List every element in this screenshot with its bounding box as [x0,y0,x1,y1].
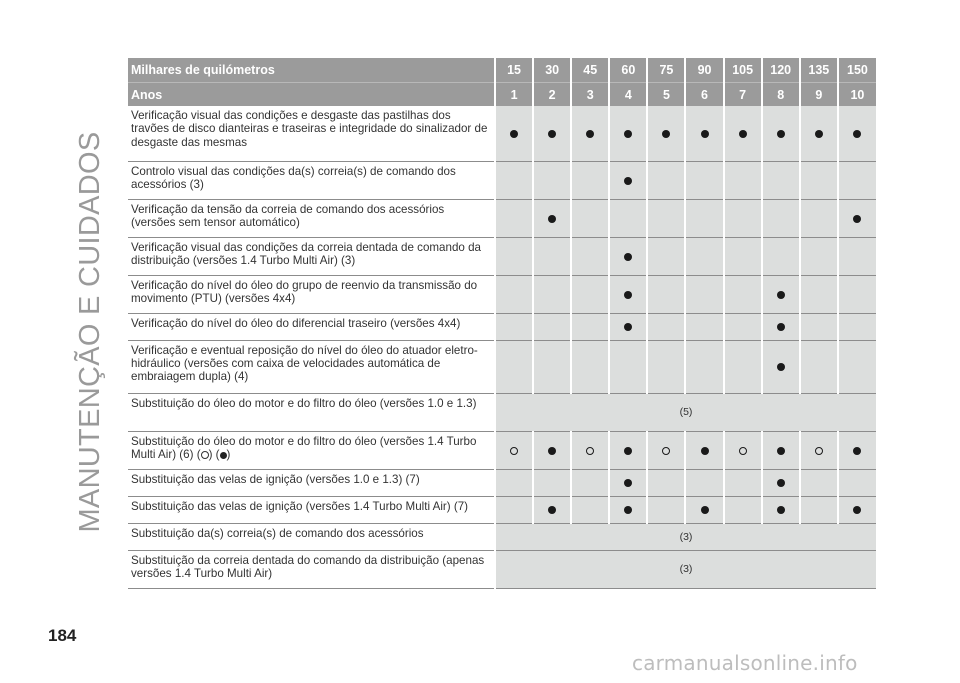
interval-cell [647,199,685,237]
interval-cell [685,469,723,496]
filled-dot-icon [853,447,861,455]
schedule-row [128,393,876,431]
interval-cell [609,313,647,340]
interval-cell [571,275,609,313]
operation-description: Verificação do nível do óleo do diferencial traseiro (versões 4x4) [128,313,495,340]
see-note-cell: (5) [495,393,876,431]
schedule-row [128,469,876,496]
km-header-cell: 45 [571,58,609,83]
schedule-row [128,199,876,237]
interval-cell [838,469,876,496]
filled-dot-icon [701,506,709,514]
interval-cell [762,313,800,340]
interval-cell [609,199,647,237]
interval-cell [762,161,800,199]
filled-dot-icon [777,291,785,299]
operation-description: Verificação visual das condições e desgaste das pastilhas dos travões de disco dianteiras e traseiras e integridade do sinalizador de desgaste das mesmas [128,106,495,161]
years-header-cell: 10 [838,83,876,107]
filled-dot-icon [624,323,632,331]
interval-cell [571,161,609,199]
interval-cell [800,496,838,523]
hollow-circle-icon [739,447,747,455]
header-row-years [128,83,876,107]
hollow-circle-icon [662,447,670,455]
schedule-row [128,106,876,161]
interval-cell [647,469,685,496]
interval-cell [685,431,723,469]
interval-cell [838,496,876,523]
interval-cell [762,431,800,469]
interval-cell [647,340,685,393]
interval-cell [800,161,838,199]
interval-cell [647,496,685,523]
hollow-circle-icon [815,447,823,455]
filled-dot-icon [586,130,594,138]
interval-cell [762,496,800,523]
interval-cell [571,237,609,275]
km-header-cell: 60 [609,58,647,83]
schedule-row [128,275,876,313]
interval-cell [724,431,762,469]
interval-cell [838,275,876,313]
interval-cell [609,496,647,523]
interval-cell [685,237,723,275]
operation-description: Substituição das velas de ignição (versões 1.4 Turbo Multi Air) (7) [128,496,495,523]
interval-cell [762,106,800,161]
schedule-row [128,496,876,523]
interval-cell [724,496,762,523]
maintenance-schedule-table [128,58,876,589]
interval-cell [609,237,647,275]
interval-cell [685,275,723,313]
interval-cell [647,431,685,469]
interval-cell [838,199,876,237]
filled-dot-icon [624,177,632,185]
see-note-cell: (3) [495,523,876,550]
filled-dot-icon [624,291,632,299]
interval-cell [533,469,571,496]
interval-cell [838,161,876,199]
interval-cell [495,340,533,393]
interval-cell [533,161,571,199]
interval-cell [724,161,762,199]
interval-cell [685,106,723,161]
filled-dot-icon [220,452,227,459]
interval-cell [533,237,571,275]
years-header-cell: 1 [495,83,533,107]
operation-description: Substituição da(s) correia(s) de comando dos acessórios [128,523,495,550]
interval-cell [533,313,571,340]
interval-cell [724,340,762,393]
interval-cell [800,340,838,393]
interval-cell [800,199,838,237]
interval-cell [762,340,800,393]
filled-dot-icon [777,323,785,331]
interval-cell [495,237,533,275]
interval-cell [724,275,762,313]
interval-cell [609,161,647,199]
years-header-cell: 8 [762,83,800,107]
filled-dot-icon [777,447,785,455]
interval-cell [800,313,838,340]
interval-cell [838,340,876,393]
interval-cell [495,469,533,496]
interval-cell [762,469,800,496]
interval-cell [838,237,876,275]
interval-cell [533,340,571,393]
interval-cell [800,431,838,469]
filled-dot-icon [853,506,861,514]
interval-cell [571,313,609,340]
km-header-cell: 15 [495,58,533,83]
operation-description: Controlo visual das condições da(s) correia(s) de comando dos acessórios (3) [128,161,495,199]
interval-cell [609,106,647,161]
filled-dot-icon [701,447,709,455]
filled-dot-icon [624,130,632,138]
schedule-row [128,340,876,393]
years-header-cell: 3 [571,83,609,107]
years-header-cell: 9 [800,83,838,107]
interval-cell [609,431,647,469]
filled-dot-icon [662,130,670,138]
interval-cell [647,106,685,161]
filled-dot-icon [777,479,785,487]
km-header-cell: 105 [724,58,762,83]
interval-cell [571,340,609,393]
interval-cell [495,313,533,340]
years-header-cell: 4 [609,83,647,107]
interval-cell [647,313,685,340]
operation-description: Substituição do óleo do motor e do filtro do óleo (versões 1.0 e 1.3) [128,393,495,431]
filled-dot-icon [548,130,556,138]
filled-dot-icon [624,447,632,455]
km-header-cell: 135 [800,58,838,83]
operation-description: Verificação e eventual reposição do nível do óleo do atuador eletro-hidráulico (versões com caixa de velocidades automática de embraiagem dupla) (4) [128,340,495,393]
interval-cell [495,496,533,523]
interval-cell [800,469,838,496]
filled-dot-icon [815,130,823,138]
interval-cell [762,237,800,275]
interval-cell [685,496,723,523]
filled-dot-icon [548,215,556,223]
interval-cell [495,199,533,237]
interval-cell [685,161,723,199]
km-header-cell: 150 [838,58,876,83]
interval-cell [495,275,533,313]
years-header-cell: 2 [533,83,571,107]
interval-cell [571,496,609,523]
interval-cell [647,237,685,275]
filled-dot-icon [777,130,785,138]
interval-cell [533,275,571,313]
filled-dot-icon [548,447,556,455]
watermark-text: carmanualsonline.info [632,651,858,675]
interval-cell [609,469,647,496]
interval-cell [647,161,685,199]
schedule-row [128,161,876,199]
interval-cell [533,431,571,469]
interval-cell [724,199,762,237]
interval-cell [609,340,647,393]
schedule-row [128,523,876,550]
interval-cell [495,431,533,469]
hollow-circle-icon [510,447,518,455]
schedule-row [128,431,876,469]
operation-description-part: ) ( [208,447,220,461]
filled-dot-icon [701,130,709,138]
filled-dot-icon [853,130,861,138]
operation-description: Substituição das velas de ignição (versões 1.0 e 1.3) (7) [128,469,495,496]
filled-dot-icon [548,506,556,514]
see-note-cell: (3) [495,550,876,588]
chapter-side-title-text: MANUTENÇÃO E CUIDADOS [74,131,106,533]
km-header-cell: 120 [762,58,800,83]
filled-dot-icon [739,130,747,138]
interval-cell [685,199,723,237]
page-number: 184 [48,626,77,645]
interval-cell [533,199,571,237]
interval-cell [533,496,571,523]
operation-description-part: ) [226,447,231,461]
hollow-circle-icon [201,451,209,459]
km-header-cell: 75 [647,58,685,83]
operation-description [128,431,495,469]
schedule-row [128,313,876,340]
interval-cell [838,431,876,469]
filled-dot-icon [777,363,785,371]
schedule-row [128,237,876,275]
interval-cell [495,106,533,161]
filled-dot-icon [624,479,632,487]
interval-cell [800,275,838,313]
operation-description: Substituição da correia dentada do comando da distribuição (apenas versões 1.4 Turbo Multi Air) [128,550,495,588]
filled-dot-icon [624,253,632,261]
schedule-rows [128,106,876,588]
interval-cell [609,275,647,313]
filled-dot-icon [624,506,632,514]
interval-cell [724,106,762,161]
interval-cell [647,275,685,313]
years-header-cell: 6 [685,83,723,107]
operation-description: Verificação do nível do óleo do grupo de reenvio da transmissão do movimento (PTU) (versões 4x4) [128,275,495,313]
filled-dot-icon [510,130,518,138]
years-header-label: Anos [128,83,495,107]
interval-cell [685,340,723,393]
interval-cell [762,199,800,237]
operation-description: Verificação visual das condições da correia dentada de comando da distribuição (versões 1.4 Turbo Multi Air) (3) [128,237,495,275]
interval-cell [571,431,609,469]
interval-cell [533,106,571,161]
years-header-cell: 5 [647,83,685,107]
interval-cell [571,199,609,237]
km-header-cell: 30 [533,58,571,83]
interval-cell [800,237,838,275]
interval-cell [724,237,762,275]
interval-cell [685,313,723,340]
interval-cell [762,275,800,313]
interval-cell [571,469,609,496]
header-row-km [128,58,876,83]
interval-cell [838,106,876,161]
interval-cell [838,313,876,340]
years-header-cell: 7 [724,83,762,107]
interval-cell [800,106,838,161]
interval-cell [571,106,609,161]
interval-cell [495,161,533,199]
interval-cell [724,469,762,496]
schedule-row [128,550,876,588]
filled-dot-icon [777,506,785,514]
km-header-cell: 90 [685,58,723,83]
interval-cell [724,313,762,340]
hollow-circle-icon [586,447,594,455]
km-header-label: Milhares de quilómetros [128,58,495,83]
filled-dot-icon [853,215,861,223]
operation-description: Verificação da tensão da correia de comando dos acessórios (versões sem tensor automático) [128,199,495,237]
operation-description-part: Substituição do óleo do motor e do filtro do óleo (versões 1.4 Turbo Multi Air) (6) ( [131,434,477,461]
